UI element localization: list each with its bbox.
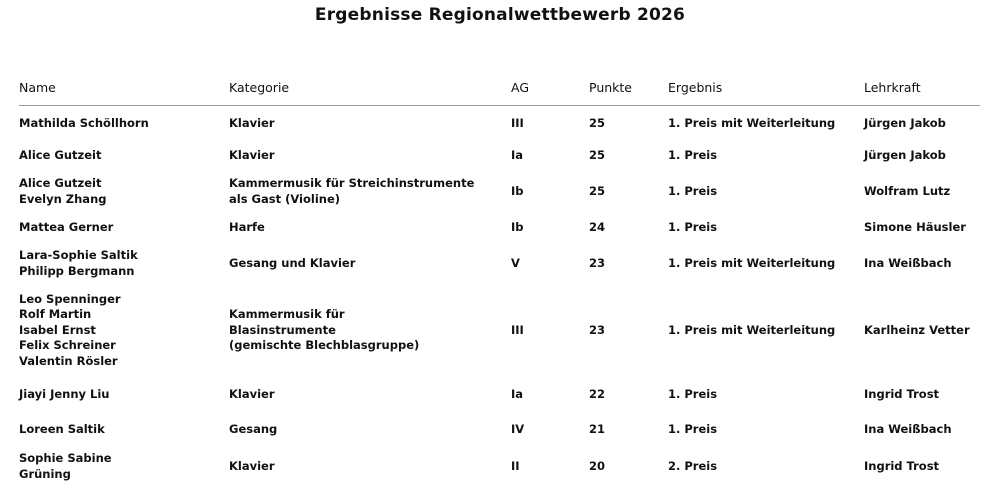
table-row: [19, 378, 980, 412]
cell-teacher: Jürgen Jakob: [864, 115, 946, 130]
cell-name: Alice Gutzeit: [19, 147, 102, 162]
cell-ag: Ib: [511, 183, 524, 198]
cell-teacher: Jürgen Jakob: [864, 147, 946, 162]
cell-name: Mattea Gerner: [19, 220, 114, 235]
cell-result: 1. Preis: [668, 386, 718, 401]
cell-result: 1. Preis: [668, 147, 718, 162]
cell-category: Klavier: [229, 386, 275, 401]
cell-points: 24: [589, 220, 606, 235]
cell-points: 22: [589, 386, 606, 401]
cell-points: 25: [589, 115, 606, 130]
cell-ag: Ia: [511, 386, 524, 401]
page-title: Ergebnisse Regionalwettbewerb 2026: [314, 5, 686, 25]
cell-teacher: Karlheinz Vetter: [864, 322, 970, 337]
column-header-result: Ergebnis: [668, 74, 864, 106]
cell-category: Gesang: [229, 421, 278, 436]
cell-teacher: Ingrid Trost: [864, 458, 940, 473]
cell-ag: Ib: [511, 220, 524, 235]
cell-category: Klavier: [229, 147, 275, 162]
table-header-row: [19, 74, 980, 106]
cell-category: Kammermusik für Streichinstrumente als Gast (Violine): [229, 176, 475, 206]
cell-teacher: Wolfram Lutz: [864, 183, 951, 198]
table-row: [19, 106, 980, 141]
cell-teacher: Ina Weißbach: [864, 255, 952, 270]
cell-points: 25: [589, 147, 606, 162]
cell-result: 1. Preis mit Weiterleitung: [668, 255, 836, 270]
column-header-name: Name: [19, 74, 229, 106]
table-row: [19, 141, 980, 171]
table-row: [19, 412, 980, 448]
cell-result: 1. Preis: [668, 421, 718, 436]
table-row: [19, 284, 980, 378]
cell-ag: II: [511, 458, 520, 473]
cell-category: Harfe: [229, 220, 265, 235]
cell-name: Loreen Saltik: [19, 421, 105, 436]
cell-ag: V: [511, 255, 520, 270]
cell-category: Klavier: [229, 458, 275, 473]
cell-points: 25: [589, 183, 606, 198]
column-header-category: Kategorie: [229, 74, 511, 106]
cell-name: Jiayi Jenny Liu: [19, 386, 110, 401]
table-row: [19, 448, 980, 486]
cell-points: 20: [589, 458, 606, 473]
cell-category: Kammermusik für Blasinstrumente (gemischte Blechblasgruppe): [229, 307, 420, 353]
cell-points: 23: [589, 322, 606, 337]
cell-ag: III: [511, 115, 524, 130]
cell-result: 1. Preis: [668, 183, 718, 198]
cell-result: 2. Preis: [668, 458, 718, 473]
cell-result: 1. Preis: [668, 220, 718, 235]
cell-name: Lara-Sophie Saltik Philipp Bergmann: [19, 248, 138, 278]
cell-ag: Ia: [511, 147, 524, 162]
cell-points: 23: [589, 255, 606, 270]
cell-name: Alice Gutzeit Evelyn Zhang: [19, 176, 107, 206]
cell-teacher: Simone Häusler: [864, 220, 966, 235]
cell-points: 21: [589, 421, 606, 436]
cell-ag: III: [511, 322, 524, 337]
results-table: [19, 74, 980, 486]
cell-category: Gesang und Klavier: [229, 255, 356, 270]
column-header-ag: AG: [511, 74, 589, 106]
cell-ag: IV: [511, 421, 525, 436]
table-row: [19, 171, 980, 213]
cell-name: Leo Spenninger Rolf Martin Isabel Ernst Felix Schreiner Valentin Rösler: [19, 291, 121, 368]
cell-result: 1. Preis mit Weiterleitung: [668, 115, 836, 130]
cell-result: 1. Preis mit Weiterleitung: [668, 322, 836, 337]
cell-category: Klavier: [229, 115, 275, 130]
column-header-points: Punkte: [589, 74, 668, 106]
table-row: [19, 213, 980, 244]
cell-name: Sophie Sabine Grüning: [19, 451, 112, 481]
cell-name: Mathilda Schöllhorn: [19, 115, 149, 130]
table-row: [19, 244, 980, 284]
column-header-teacher: Lehrkraft: [864, 74, 980, 106]
cell-teacher: Ina Weißbach: [864, 421, 952, 436]
cell-teacher: Ingrid Trost: [864, 386, 940, 401]
